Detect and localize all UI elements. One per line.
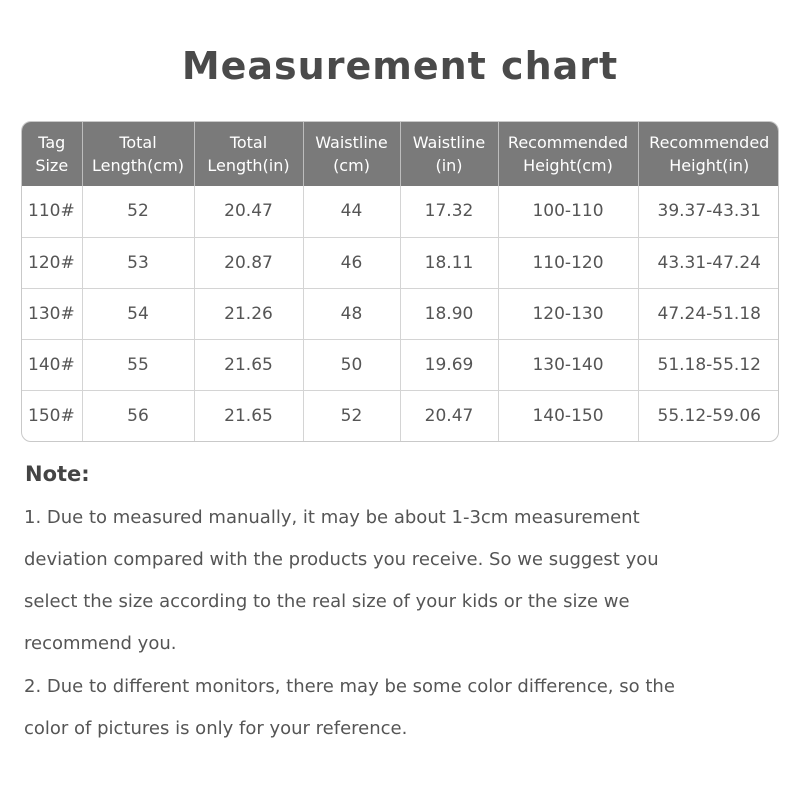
table-cell: 21.26 xyxy=(194,288,303,339)
table-cell: 17.32 xyxy=(400,186,498,237)
table-row xyxy=(22,288,779,339)
table-row xyxy=(22,186,779,237)
table-cell: 51.18-55.12 xyxy=(638,339,779,390)
table-cell: 50 xyxy=(303,339,400,390)
table-cell: 43.31-47.24 xyxy=(638,237,779,288)
table-cell: 120# xyxy=(22,237,82,288)
header-waistline-in: Waistline (in) xyxy=(400,122,498,186)
table-cell: 55 xyxy=(82,339,194,390)
measurement-table xyxy=(21,121,779,442)
table-cell: 21.65 xyxy=(194,390,303,441)
table-header-row xyxy=(22,122,779,186)
header-recommended-height-in: Recommended Height(in) xyxy=(649,133,770,175)
note-line: deviation compared with the products you receive. So we suggest you xyxy=(24,549,659,570)
note-line: recommend you. xyxy=(24,633,177,654)
note-heading: Note: xyxy=(25,462,90,486)
table-cell: 53 xyxy=(82,237,194,288)
table-cell: 52 xyxy=(82,186,194,237)
note-line: select the size according to the real size of your kids or the size we xyxy=(24,591,630,612)
table-cell: 39.37-43.31 xyxy=(657,201,761,222)
table-cell: 18.90 xyxy=(400,288,498,339)
table-cell: 100-110 xyxy=(498,186,638,237)
table-cell: 20.47 xyxy=(400,390,498,441)
note-line: 1. Due to measured manually, it may be about 1-3cm measurement xyxy=(24,507,640,528)
table-cell: 56 xyxy=(82,390,194,441)
table-cell: 48 xyxy=(303,288,400,339)
table-cell: 130-140 xyxy=(498,339,638,390)
table-cell: 110-120 xyxy=(498,237,638,288)
note-line: 2. Due to different monitors, there may be some color difference, so the xyxy=(24,676,675,697)
table-row xyxy=(22,390,779,441)
table-cell: 52 xyxy=(303,390,400,441)
header-recommended-height-cm: Recommended Height(cm) xyxy=(498,122,638,186)
table-cell: 130# xyxy=(22,288,82,339)
table-cell: 110# xyxy=(22,186,82,237)
table-cell: 46 xyxy=(303,237,400,288)
header-total-length-in: Total Length(in) xyxy=(194,122,303,186)
table-row xyxy=(22,237,779,288)
table-cell: 47.24-51.18 xyxy=(638,288,779,339)
table-row xyxy=(22,339,779,390)
table-cell: 20.47 xyxy=(194,186,303,237)
table-cell: 140-150 xyxy=(498,390,638,441)
table-cell: 140# xyxy=(22,339,82,390)
table-cell: 21.65 xyxy=(194,339,303,390)
page-title: Measurement chart xyxy=(181,44,619,88)
table-cell: 19.69 xyxy=(400,339,498,390)
table-cell: 20.87 xyxy=(194,237,303,288)
table-cell: 44 xyxy=(303,186,400,237)
header-total-length-cm: Total Length(cm) xyxy=(82,122,194,186)
header-tag-size: Tag Size xyxy=(22,122,82,186)
table-cell: 120-130 xyxy=(498,288,638,339)
size-table xyxy=(22,122,779,441)
table-cell: 18.11 xyxy=(400,237,498,288)
header-waistline-cm: Waistline (cm) xyxy=(303,122,400,186)
table-cell: 55.12-59.06 xyxy=(638,390,779,441)
table-cell: 54 xyxy=(82,288,194,339)
table-cell: 150# xyxy=(22,390,82,441)
note-line: color of pictures is only for your reference. xyxy=(24,718,408,739)
